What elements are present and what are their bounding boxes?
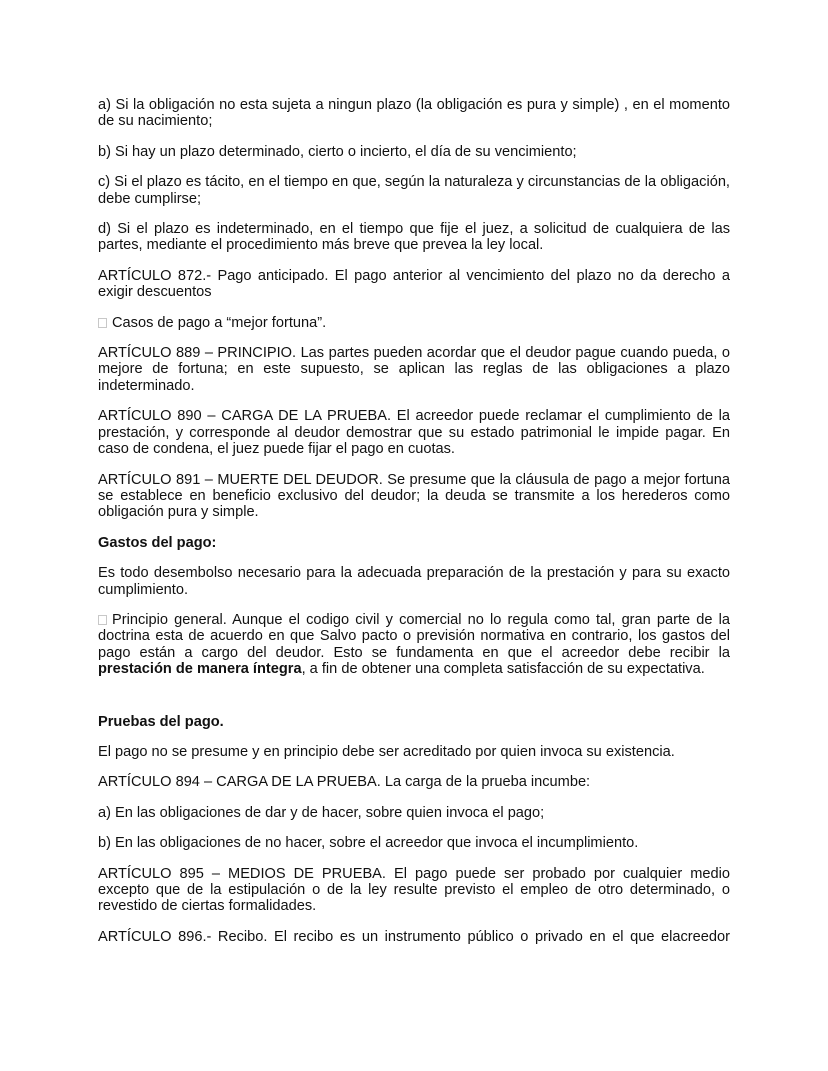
principio-general-tail: , a fin de obtener una completa satisfacción de su expectativa. bbox=[301, 661, 705, 678]
heading-gastos-del-pago: Gastos del pago: bbox=[98, 534, 217, 551]
bullet-item-mejor-fortuna bbox=[98, 315, 730, 331]
bullet-box-icon bbox=[98, 318, 107, 328]
bullet-item-label: Casos de pago a “mejor fortuna”. bbox=[112, 314, 327, 331]
paragraph-articulo-872: ARTÍCULO 872.- Pago anticipado. El pago anterior al vencimiento del plazo no da derecho a exigir descuentos bbox=[98, 267, 730, 301]
document-page bbox=[98, 97, 730, 945]
principio-general-text: Principio general. Aunque el codigo civil y comercial no lo regula como tal, gran parte de la doctrina esta de acuerdo en que Salvo pacto o previsión normativa en contrario, los gastos del pago están a cargo del deudor. Esto se fundamenta en que el acreedor debe recibir la bbox=[98, 611, 730, 661]
paragraph-plazo-c: c) Si el plazo es tácito, en el tiempo en que, según la naturaleza y circunstancias de la obligación, debe cumplirse; bbox=[98, 174, 730, 207]
bullet-box-icon bbox=[98, 615, 107, 625]
paragraph-gastos-definicion: Es todo desembolso necesario para la adecuada preparación de la prestación y para su exacto cumplimiento. bbox=[98, 565, 730, 598]
principio-general-bold: prestación de manera íntegra bbox=[98, 661, 302, 678]
paragraph-articulo-894: ARTÍCULO 894 – CARGA DE LA PRUEBA. La carga de la prueba incumbe: bbox=[98, 774, 591, 791]
paragraph-articulo-891: ARTÍCULO 891 – MUERTE DEL DEUDOR. Se presume que la cláusula de pago a mejor fortuna se establece en beneficio exclusivo del deudor; la deuda se transmite a los herederos como obligación pura y simple. bbox=[98, 471, 730, 521]
paragraph-plazo-d: d) Si el plazo es indeterminado, en el tiempo que fije el juez, a solicitud de cualquiera de las partes, mediante el procedimiento más breve que prevea la ley local. bbox=[98, 221, 730, 254]
heading-pruebas-del-pago: Pruebas del pago. bbox=[98, 713, 224, 730]
paragraph-plazo-a: a) Si la obligación no esta sujeta a ningun plazo (la obligación es pura y simple) , en el momento de su nacimiento; bbox=[98, 97, 730, 130]
paragraph-articulo-889: ARTÍCULO 889 – PRINCIPIO. Las partes pueden acordar que el deudor pague cuando pueda, o mejore de fortuna; en este supuesto, se aplican las reglas de las obligaciones a plazo indeterminado. bbox=[98, 345, 730, 394]
paragraph-pago-no-presume: El pago no se presume y en principio debe ser acreditado por quien invoca su existencia. bbox=[98, 743, 675, 760]
paragraph-articulo-895: ARTÍCULO 895 – MEDIOS DE PRUEBA. El pago puede ser probado por cualquier medio excepto que de la estipulación o de la ley resulte previsto el empleo de otro determinado, o revestido de ciertas formalidades. bbox=[98, 865, 730, 915]
paragraph-plazo-b: b) Si hay un plazo determinado, cierto o incierto, el día de su vencimiento; bbox=[98, 143, 577, 160]
paragraph-prueba-b: b) En las obligaciones de no hacer, sobre el acreedor que invoca el incumplimiento. bbox=[98, 835, 639, 852]
paragraph-prueba-a: a) En las obligaciones de dar y de hacer, sobre quien invoca el pago; bbox=[98, 804, 545, 821]
paragraph-articulo-890: ARTÍCULO 890 – CARGA DE LA PRUEBA. El acreedor puede reclamar el cumplimiento de la prestación, y corresponde al deudor demostrar que su estado patrimonial le impide pagar. En caso de condena, el juez puede fijar el pago en cuotas. bbox=[98, 408, 730, 458]
paragraph-principio-general bbox=[98, 612, 730, 678]
paragraph-articulo-896: ARTÍCULO 896.- Recibo. El recibo es un instrumento público o privado en el que elacreedor bbox=[98, 928, 730, 945]
